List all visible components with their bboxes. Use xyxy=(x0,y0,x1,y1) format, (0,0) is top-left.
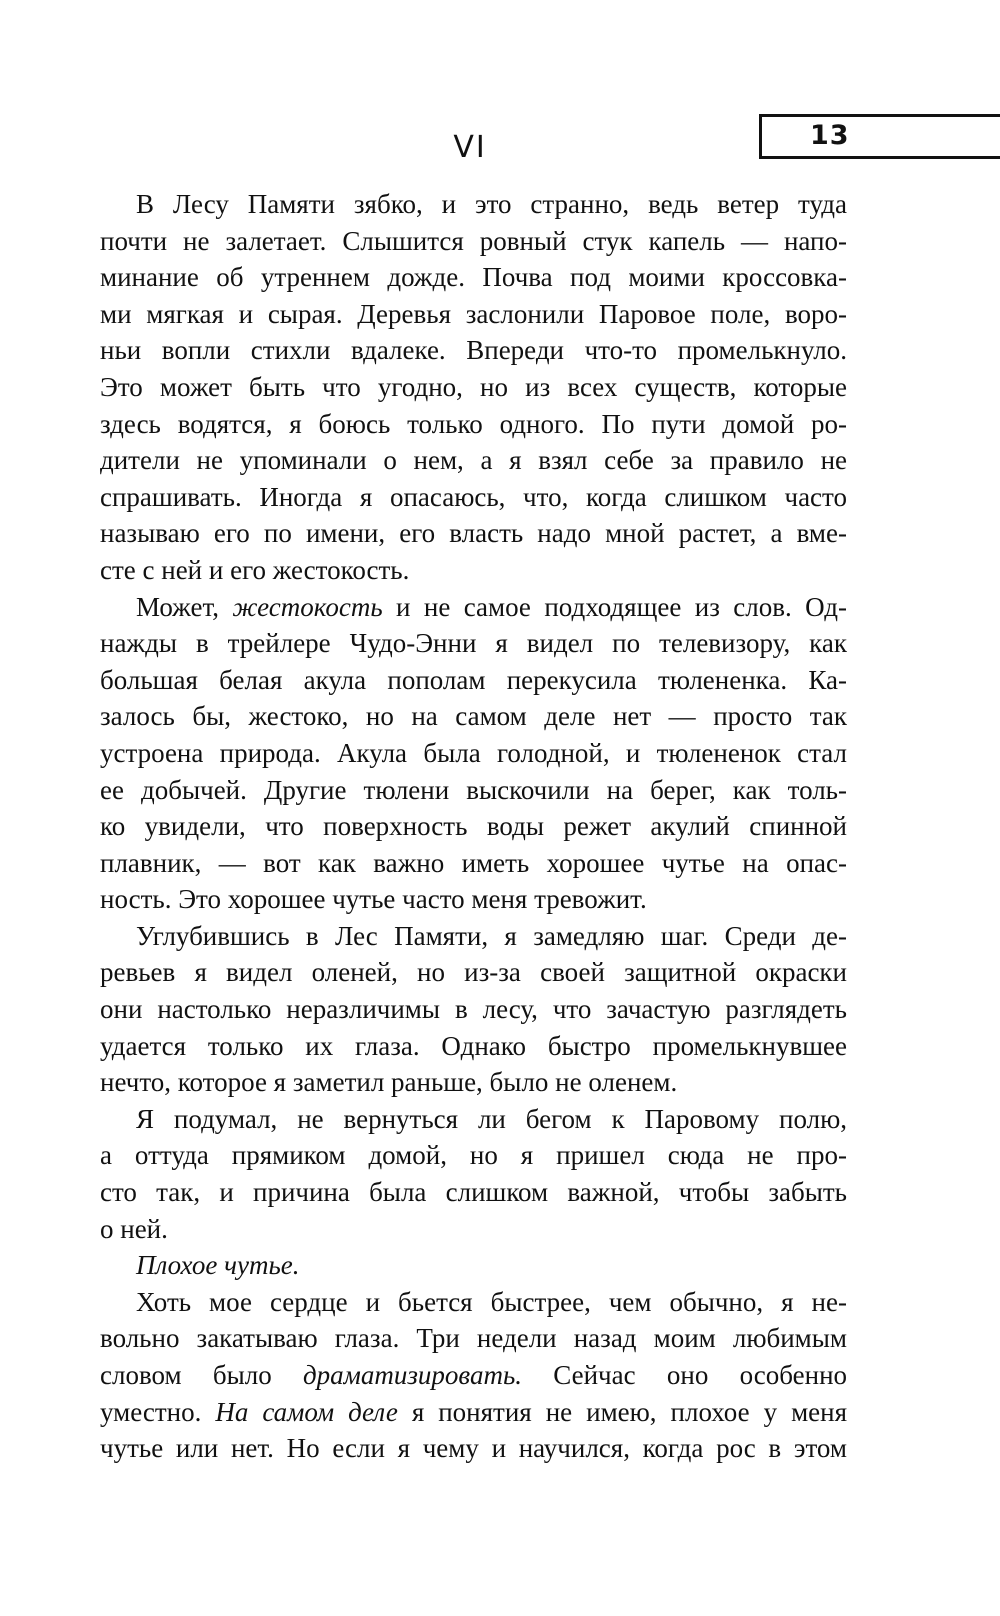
text-line: ность. Это хорошее чутье часто меня тревожит. xyxy=(100,884,647,915)
text-line: Я подумал, не вернуться ли бегом к Паровому полю, xyxy=(136,1103,847,1134)
text-line: дители не упоминали о нем, а я взял себе за правило не xyxy=(100,445,847,476)
text-fragment: я понятия не имею, плохое у меня xyxy=(411,1396,848,1427)
text-line: плавник, — вот как важно иметь хорошее чутье на опас- xyxy=(100,847,847,878)
text-line xyxy=(100,589,847,626)
text-line: ко увидели, что поверхность воды режет акулий спинной xyxy=(100,811,847,842)
text-line: называю его по имени, его власть надо мной растет, а вме- xyxy=(100,518,847,549)
text-line: спрашивать. Иногда я опасаюсь, что, когда слишком часто xyxy=(100,481,847,512)
text-line: большая белая акула пополам перекусила тюлененка. Ка- xyxy=(100,664,847,695)
text-fragment: уместно. xyxy=(100,1396,202,1427)
text-line: а оттуда прямиком домой, но я пришел сюда не про- xyxy=(100,1140,847,1171)
page-number: 13 xyxy=(810,120,850,151)
text-line: сто так, и причина была слишком важной, чтобы забыть xyxy=(100,1177,847,1208)
text-fragment: Может, xyxy=(136,591,219,622)
text-line: нечто, которое я заметил раньше, было не оленем. xyxy=(100,1067,678,1098)
text-line: ее добычей. Другие тюлени выскочили на берег, как толь- xyxy=(100,774,847,805)
text-line: залось бы, жестоко, но на самом деле нет — просто так xyxy=(100,701,847,732)
text-line: почти не залетает. Слышится ровный стук капель — напо- xyxy=(100,225,847,256)
text-line: устроена природа. Акула была голодной, и тюлененок стал xyxy=(100,737,847,768)
text-line: вольно закатываю глаза. Три недели назад моим любимым xyxy=(100,1323,847,1354)
text-line: Углубившись в Лес Памяти, я замедляю шаг. Среди де- xyxy=(136,920,847,951)
text-line xyxy=(100,1247,847,1284)
chapter-title: VI xyxy=(453,130,487,165)
text-line: о ней. xyxy=(100,1213,168,1244)
text-line: ньи вопли стихли вдалеке. Впереди что-то промелькнуло. xyxy=(100,335,847,366)
text-line: ревьев я видел оленей, но из-за своей защитной окраски xyxy=(100,957,847,988)
italic-line: Плохое чутье. xyxy=(136,1250,300,1281)
italic-word: драматизировать. xyxy=(303,1360,522,1390)
text-line xyxy=(100,1394,847,1431)
italic-word: жестокость xyxy=(232,591,383,622)
text-line: нажды в трейлере Чудо-Энни я видел по телевизору, как xyxy=(100,628,847,659)
italic-phrase: На самом деле xyxy=(215,1396,398,1427)
text-line: ми мягкая и сырая. Деревья заслонили Паровое поле, воро- xyxy=(100,298,847,329)
text-fragment: Сейчас оно особенно xyxy=(553,1360,848,1390)
text-fragment: и не самое подходящее из слов. Од- xyxy=(396,591,847,622)
text-line: Это может быть что угодно, но из всех существ, которые xyxy=(100,371,847,402)
text-line: здесь водятся, я боюсь только одного. По пути домой ро- xyxy=(100,408,847,439)
text-line: В Лесу Памяти зябко, и это странно, ведь ветер туда xyxy=(136,189,847,219)
text-body xyxy=(100,186,847,1467)
text-line: удается только их глаза. Однако быстро промелькнувшее xyxy=(100,1030,847,1061)
text-line xyxy=(100,1357,847,1394)
text-fragment: словом было xyxy=(100,1360,272,1390)
text-line: сте с ней и его жестокость. xyxy=(100,554,410,585)
text-line: Хоть мое сердце и бьется быстрее, чем обычно, я не- xyxy=(136,1286,847,1317)
text-line: минание об утреннем дожде. Почва под моими кроссовка- xyxy=(100,262,847,293)
text-line: чутье или нет. Но если я чему и научился, когда рос в этом xyxy=(100,1433,847,1464)
text-line: они настолько неразличимы в лесу, что зачастую разглядеть xyxy=(100,994,847,1025)
